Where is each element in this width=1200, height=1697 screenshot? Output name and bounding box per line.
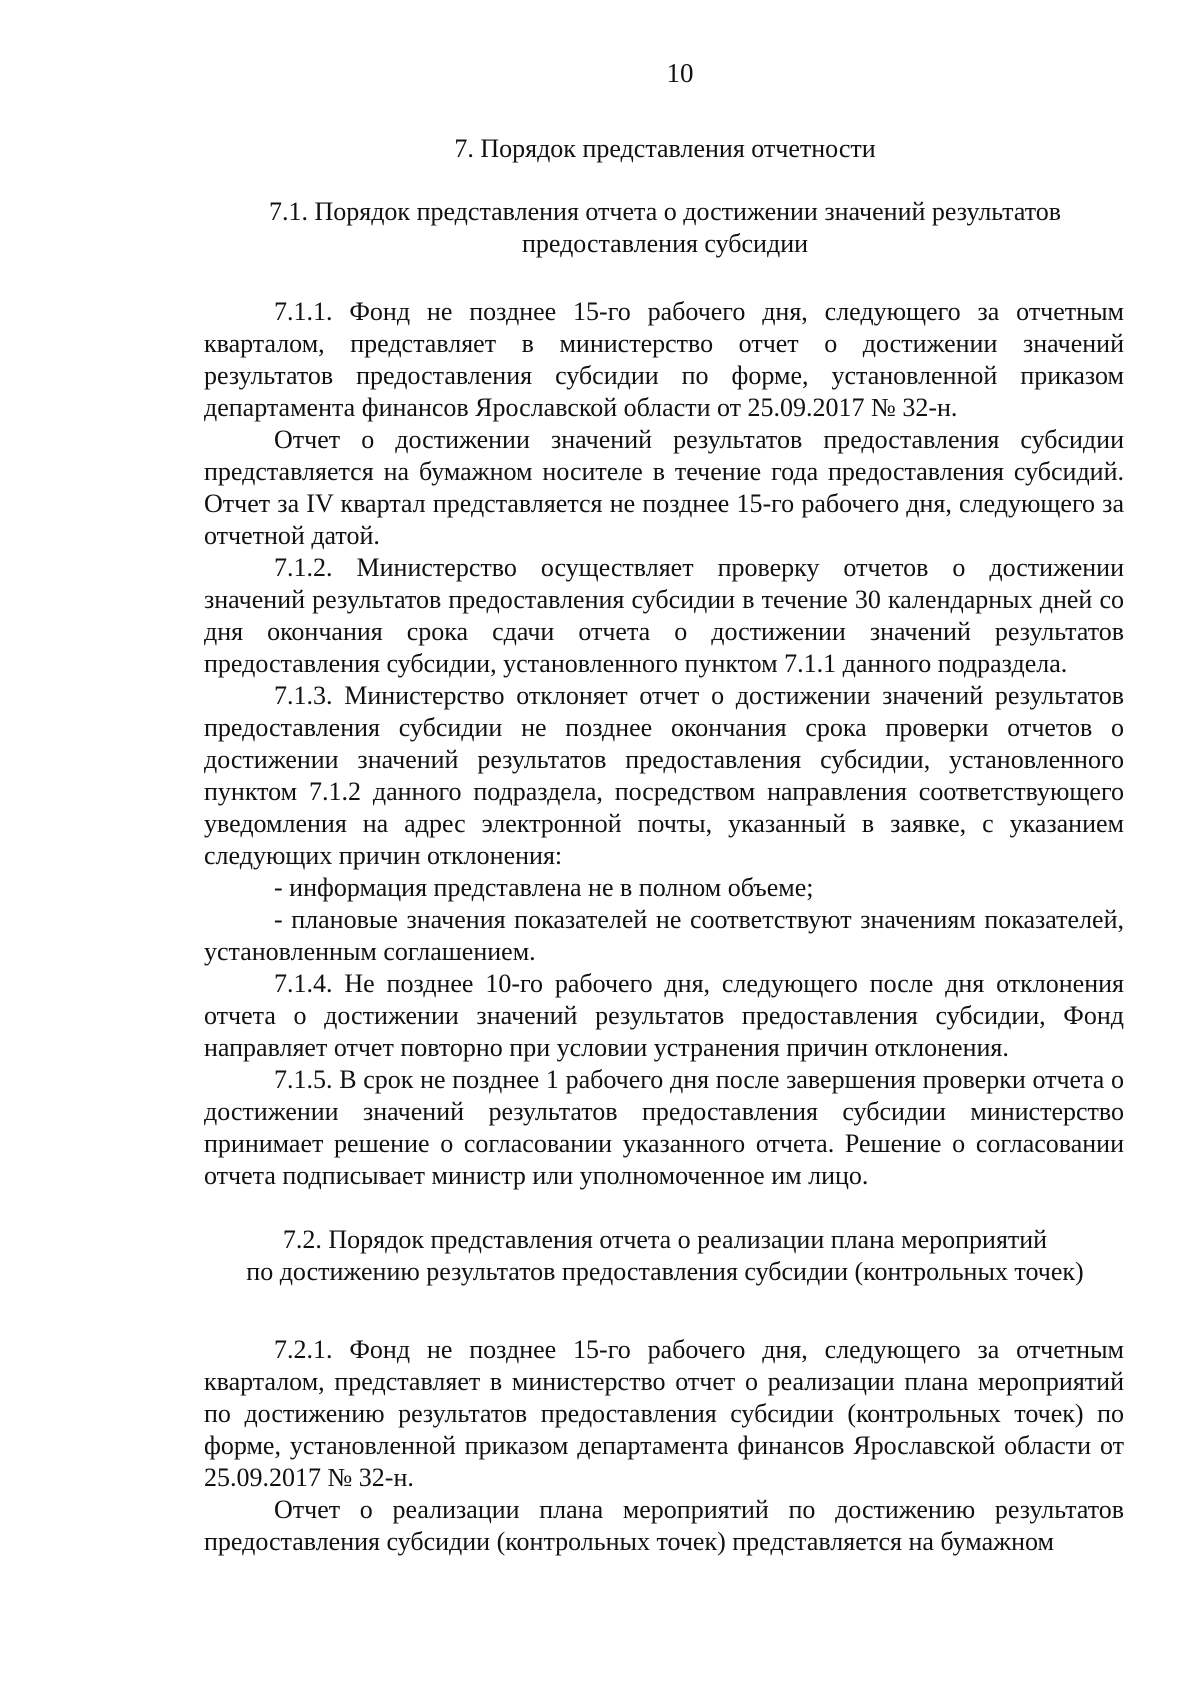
paragraph-7-2-1: 7.2.1. Фонд не позднее 15-го рабочего дня, следующего за отчетным кварталом, представляет в министерство отчет о реализации плана мероприятий по достижению результатов предоставления субсидии (контрольных точек) по форме, установленной приказом департамента финансов Ярославской области от 25.09.2017 № 32-н. [204, 1335, 1124, 1492]
paragraph-7-1-1: 7.1.1. Фонд не позднее 15-го рабочего дня, следующего за отчетным кварталом, представляет в министерство отчет о достижении значений результатов предоставления субсидии по форме, установленной приказом департамента финансов Ярославской области от 25.09.2017 № 32-н. [204, 297, 1124, 422]
section-title: 7. Порядок представления отчетности [454, 134, 876, 163]
subsection-7-2-body [204, 1334, 1124, 1558]
subsection-7-1-title [200, 196, 1130, 260]
list-item-incomplete-info: - информация представлена не в полном объеме; [274, 873, 814, 902]
subsection-7-2-title-line-2: по достижению результатов предоставления субсидии (контрольных точек) [246, 1257, 1084, 1286]
paragraph-control-points-report: Отчет о реализации плана мероприятий по достижению результатов предоставления субсидии (контрольных точек) представляется на бумажном [204, 1495, 1124, 1556]
page-number: 10 [666, 58, 694, 88]
subsection-7-1-body [204, 296, 1124, 1192]
subsection-7-2-title-line-1: 7.2. Порядок представления отчета о реализации плана мероприятий [282, 1225, 1048, 1254]
paragraph-7-1-3: 7.1.3. Министерство отклоняет отчет о достижении значений результатов предоставления субсидии не позднее окончания срока проверки отчетов о достижении значений результатов предоставления субсидии, установленного пунктом 7.1.2 данного подраздела, посредством направления соответствующего уведомления на адрес электронной почты, указанный в заявке, с указанием следующих причин отклонения: [204, 681, 1124, 870]
paragraph-report-submission: Отчет о достижении значений результатов предоставления субсидии представляется на бумажном носителе в течение года предоставления субсидий. Отчет за IV квартал представляется не позднее 15-го рабочего дня, следующего за отчетной датой. [204, 425, 1124, 550]
paragraph-7-1-4: 7.1.4. Не позднее 10-го рабочего дня, следующего после дня отклонения отчета о достижении значений результатов предоставления субсидии, Фонд направляет отчет повторно при условии устранения причин отклонения. [204, 969, 1124, 1062]
paragraph-7-1-5: 7.1.5. В срок не позднее 1 рабочего дня после завершения проверки отчета о достижении значений результатов предоставления субсидии министерство принимает решение о согласовании указанного отчета. Решение о согласовании отчета подписывает министр или уполномоченное им лицо. [204, 1065, 1124, 1190]
subsection-7-1-title-line-1: 7.1. Порядок представления отчета о достижении значений результатов [268, 197, 1062, 226]
list-item-planned-values: - плановые значения показателей не соответствуют значениям показателей, установленным соглашением. [204, 905, 1124, 966]
paragraph-7-1-2: 7.1.2. Министерство осуществляет проверку отчетов о достижении значений результатов предоставления субсидии в течение 30 календарных дней со дня окончания срока сдачи отчета о достижении значений результатов предоставления субсидии, установленного пунктом 7.1.1 данного подраздела. [204, 553, 1124, 678]
subsection-7-2-title [200, 1224, 1130, 1288]
subsection-7-1-title-line-2: предоставления субсидии [521, 229, 809, 258]
